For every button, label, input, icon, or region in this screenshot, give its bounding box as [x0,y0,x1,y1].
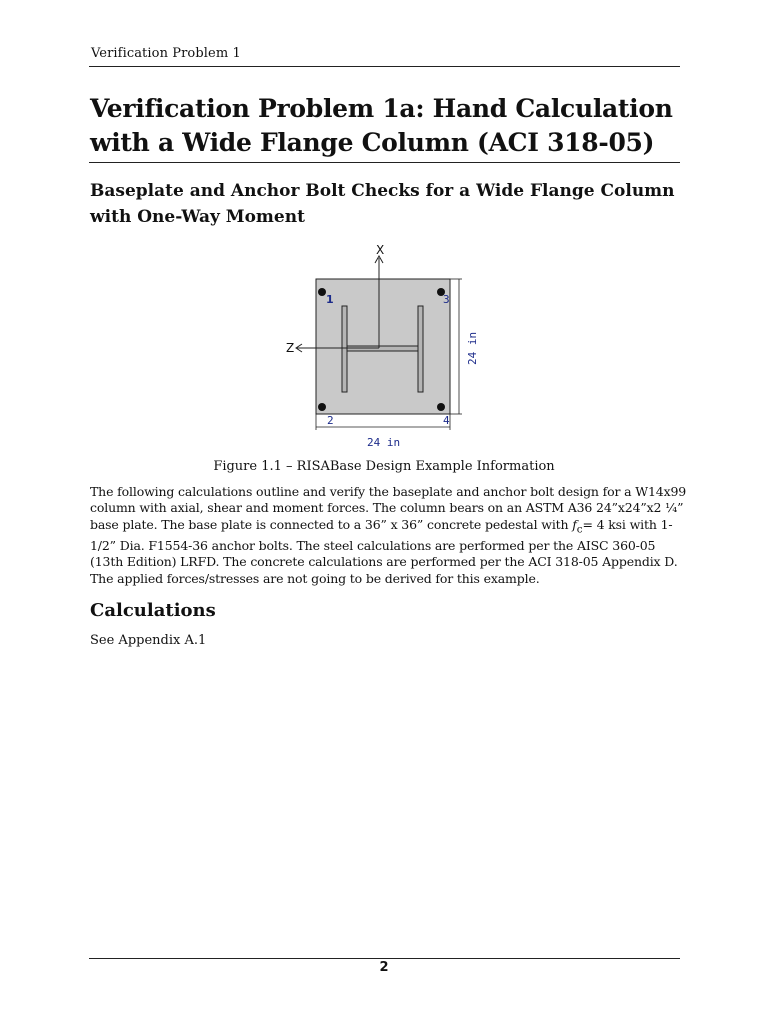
column-right-flange [418,306,423,392]
calculations-heading: Calculations [90,600,216,621]
page-title: Verification Problem 1a: Hand Calculation with a Wide Flange Column (ACI 318-05) [90,94,673,157]
running-header: Verification Problem 1 [91,46,241,61]
fc-subscript: c [576,523,583,536]
dimension-width-label: 24 in [367,436,401,449]
bolt-label-4: 4 [443,414,450,427]
section-title: Baseplate and Anchor Bolt Checks for a Wide Flange Column with One-Way Moment [90,181,675,227]
body-text-part-1: The following calculations outline and verify the baseplate and anchor bolt design for a W14x99 column with axial, shear and moment forces. The column bears on an ASTM A36 24”x24”x2 ¼” base plate. The base plate is connected to a 36” x 36” concrete pedestal with [90,484,687,532]
bolt-label-2: 2 [327,414,334,427]
page-number: 2 [379,960,389,975]
anchor-bolt-4 [437,403,445,411]
baseplate-figure [270,238,500,458]
bolt-label-1: 1 [326,293,334,306]
header-rule [89,66,680,67]
axis-z-label: Z [286,341,295,355]
anchor-bolt-2 [318,403,326,411]
fc-symbol: f [572,516,577,532]
footer-rule [89,958,680,959]
body-text-part-2: = 4 ksi with 1-1/2” Dia. F1554-36 anchor bolts. The steel calculations are performed per the AISC 360-05 (13th Edition) LRFD. The concrete calculations are performed per the ACI 318-05 Appendix D. The applied forces/stresses are not going to be derived for this example. [90,516,678,586]
anchor-bolt-1 [318,288,326,296]
title-rule [89,162,680,163]
figure-caption: Figure 1.1 – RISABase Design Example Information [213,459,555,474]
dimension-height-label: 24 in [466,331,479,365]
axis-x-label: X [376,243,385,257]
body-paragraph [90,484,690,587]
appendix-reference: See Appendix A.1 [90,633,207,648]
column-left-flange [342,306,347,392]
bolt-label-3: 3 [443,293,450,306]
